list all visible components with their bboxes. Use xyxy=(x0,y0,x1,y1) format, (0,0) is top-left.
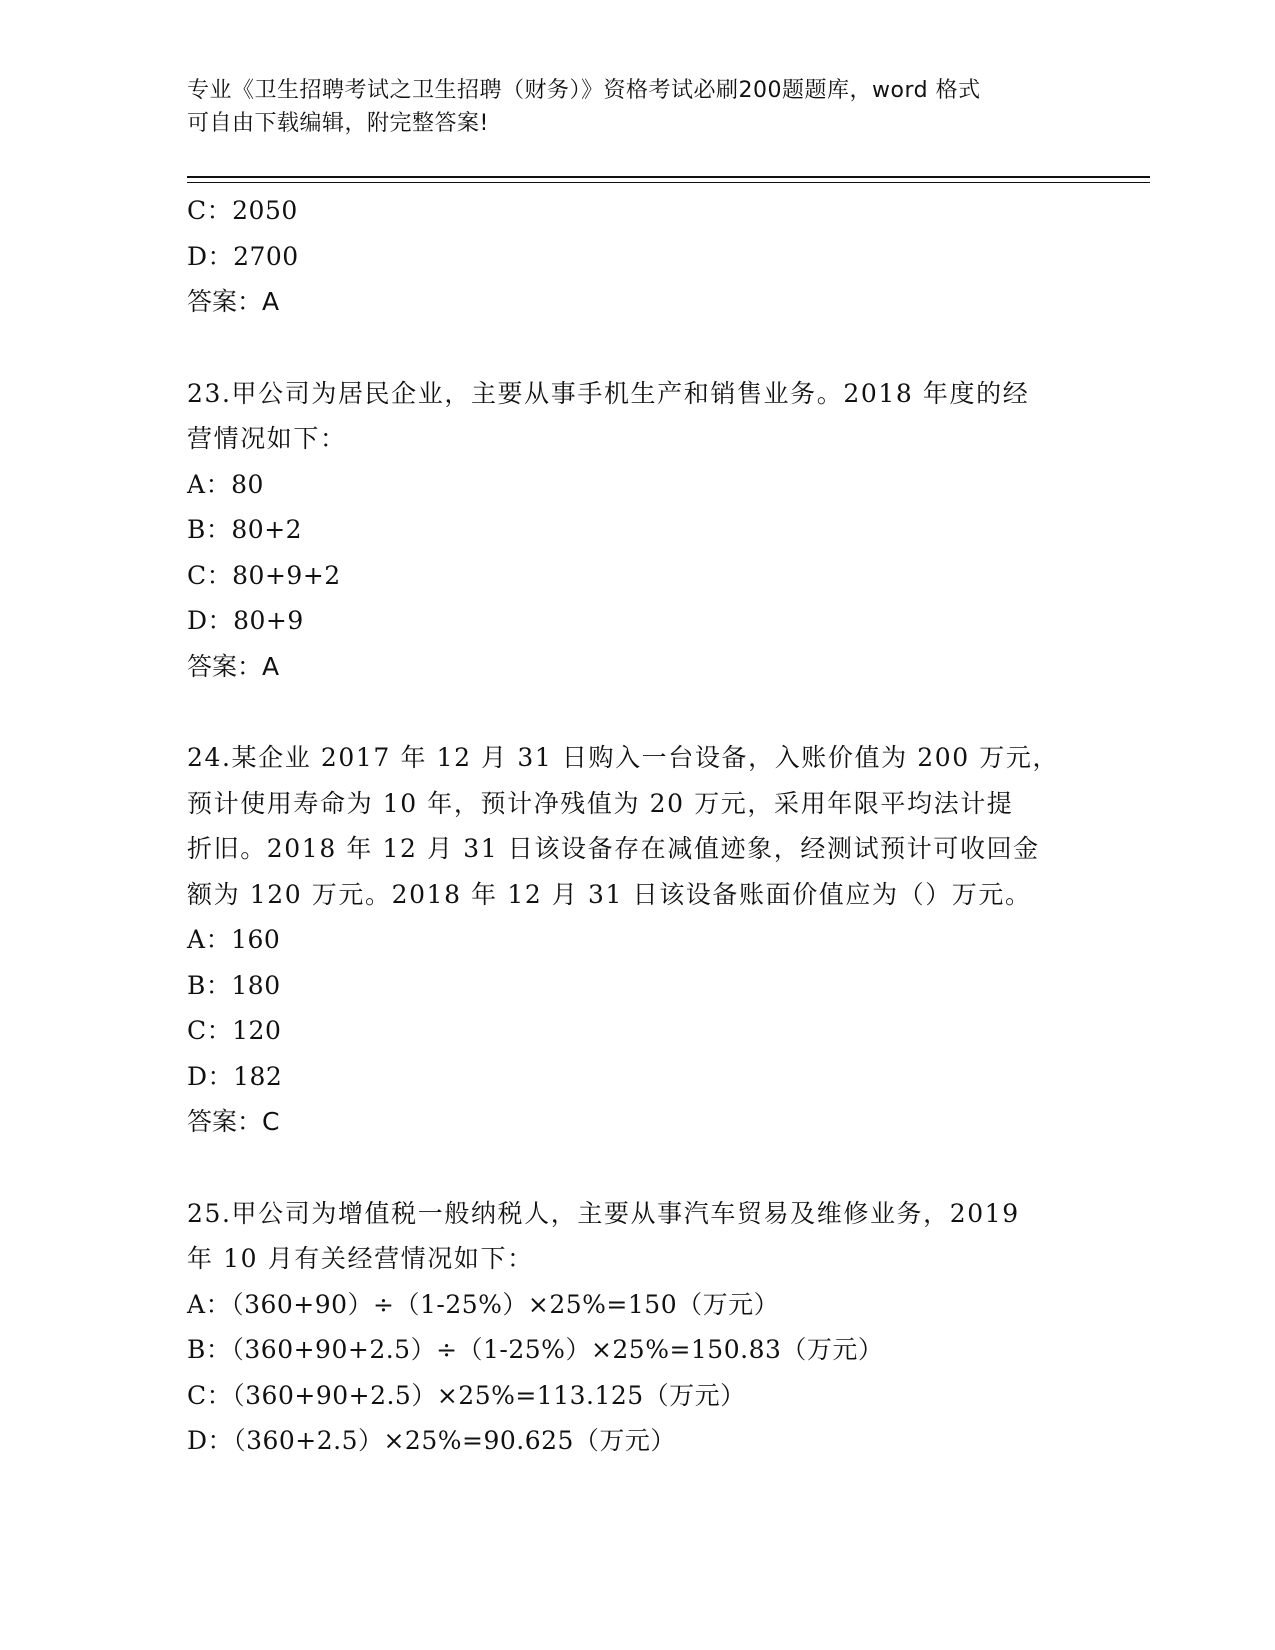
option-text: 182 xyxy=(233,1061,283,1091)
question-stem-line: 23.甲公司为居民企业，主要从事手机生产和销售业务。2018 年度的经 xyxy=(187,378,1030,408)
option-text: 80+2 xyxy=(231,515,303,544)
answer-line: 答案：A xyxy=(187,287,280,316)
question-24 xyxy=(187,735,1087,1145)
option-b: B：（360+90+2.5）÷（1-25%）×25%=150.83（万元） xyxy=(187,1335,884,1364)
header-divider xyxy=(187,176,1150,178)
option-text: 80+9+2 xyxy=(232,560,341,590)
option-key: D xyxy=(187,241,208,271)
option-key: A xyxy=(187,1289,206,1319)
header-title-line-1: 专业《卫生招聘考试之卫生招聘（财务）》资格考试必刷200题题库，word 格式 xyxy=(187,78,981,103)
question-22-continued xyxy=(187,188,1087,325)
option-text: 180 xyxy=(231,970,281,1000)
option-text: 2050 xyxy=(232,196,298,225)
option-a: A：160 xyxy=(187,925,281,954)
spacer xyxy=(187,1145,1087,1191)
option-key: C xyxy=(187,196,207,225)
question-stem-line: 营情况如下： xyxy=(187,424,347,453)
option-key: D xyxy=(187,606,208,635)
option-key: D xyxy=(187,1061,208,1091)
option-key: B xyxy=(187,970,206,1000)
option-d: D：182 xyxy=(187,1061,283,1091)
document-header xyxy=(187,74,1067,140)
option-text: （360+2.5）×25%=90.625（万元） xyxy=(233,1426,676,1455)
header-title-line-2: 可自由下载编辑，附完整答案! xyxy=(187,111,489,136)
option-text: 120 xyxy=(232,1016,282,1045)
spacer xyxy=(187,325,1087,371)
option-text: 160 xyxy=(231,925,281,954)
option-text: （360+90+2.5）÷（1-25%）×25%=150.83（万元） xyxy=(231,1335,884,1364)
option-key: C xyxy=(187,560,207,590)
question-25 xyxy=(187,1191,1087,1464)
spacer xyxy=(187,689,1087,735)
option-text: 2700 xyxy=(233,241,299,271)
question-stem-line: 年 10 月有关经营情况如下： xyxy=(187,1244,534,1273)
option-key: C xyxy=(187,1016,207,1045)
answer-line: 答案：A xyxy=(187,651,280,681)
option-text: （360+90+2.5）×25%=113.125（万元） xyxy=(232,1380,746,1410)
header-divider-thin xyxy=(187,182,1150,183)
option-b: B：180 xyxy=(187,970,281,1000)
question-stem-line: 额为 120 万元。2018 年 12 月 31 日该设备账面价值应为（）万元。 xyxy=(187,879,1032,909)
answer-line: 答案：C xyxy=(187,1107,280,1136)
question-stem-line: 24.某企业 2017 年 12 月 31 日购入一台设备，入账价值为 200 万元， xyxy=(187,743,1060,772)
question-stem-line: 预计使用寿命为 10 年，预计净残值为 20 万元，采用年限平均法计提 xyxy=(187,788,1014,818)
option-key: D xyxy=(187,1426,208,1455)
option-d: D：（360+2.5）×25%=90.625（万元） xyxy=(187,1426,676,1455)
question-list xyxy=(187,188,1087,1464)
question-stem-line: 折旧。2018 年 12 月 31 日该设备存在减值迹象，经测试预计可收回金 xyxy=(187,834,1040,863)
option-key: A xyxy=(187,469,206,499)
option-c: C：120 xyxy=(187,1016,282,1045)
option-c: C：2050 xyxy=(187,196,298,225)
option-a: A：（360+90）÷（1-25%）×25%=150（万元） xyxy=(187,1289,780,1319)
question-23 xyxy=(187,371,1087,690)
option-b: B：80+2 xyxy=(187,515,303,544)
option-key: B xyxy=(187,1335,206,1364)
option-d: D：80+9 xyxy=(187,606,304,635)
option-text: 80 xyxy=(231,469,264,499)
option-text: （360+90）÷（1-25%）×25%=150（万元） xyxy=(231,1289,780,1319)
question-stem-line: 25.甲公司为增值税一般纳税人，主要从事汽车贸易及维修业务，2019 xyxy=(187,1198,1020,1228)
option-d: D：2700 xyxy=(187,241,299,271)
option-key: B xyxy=(187,515,206,544)
option-c: C：80+9+2 xyxy=(187,560,341,590)
option-key: C xyxy=(187,1380,207,1410)
option-c: C：（360+90+2.5）×25%=113.125（万元） xyxy=(187,1380,746,1410)
option-key: A xyxy=(187,925,206,954)
option-text: 80+9 xyxy=(233,606,304,635)
option-a: A：80 xyxy=(187,469,264,499)
